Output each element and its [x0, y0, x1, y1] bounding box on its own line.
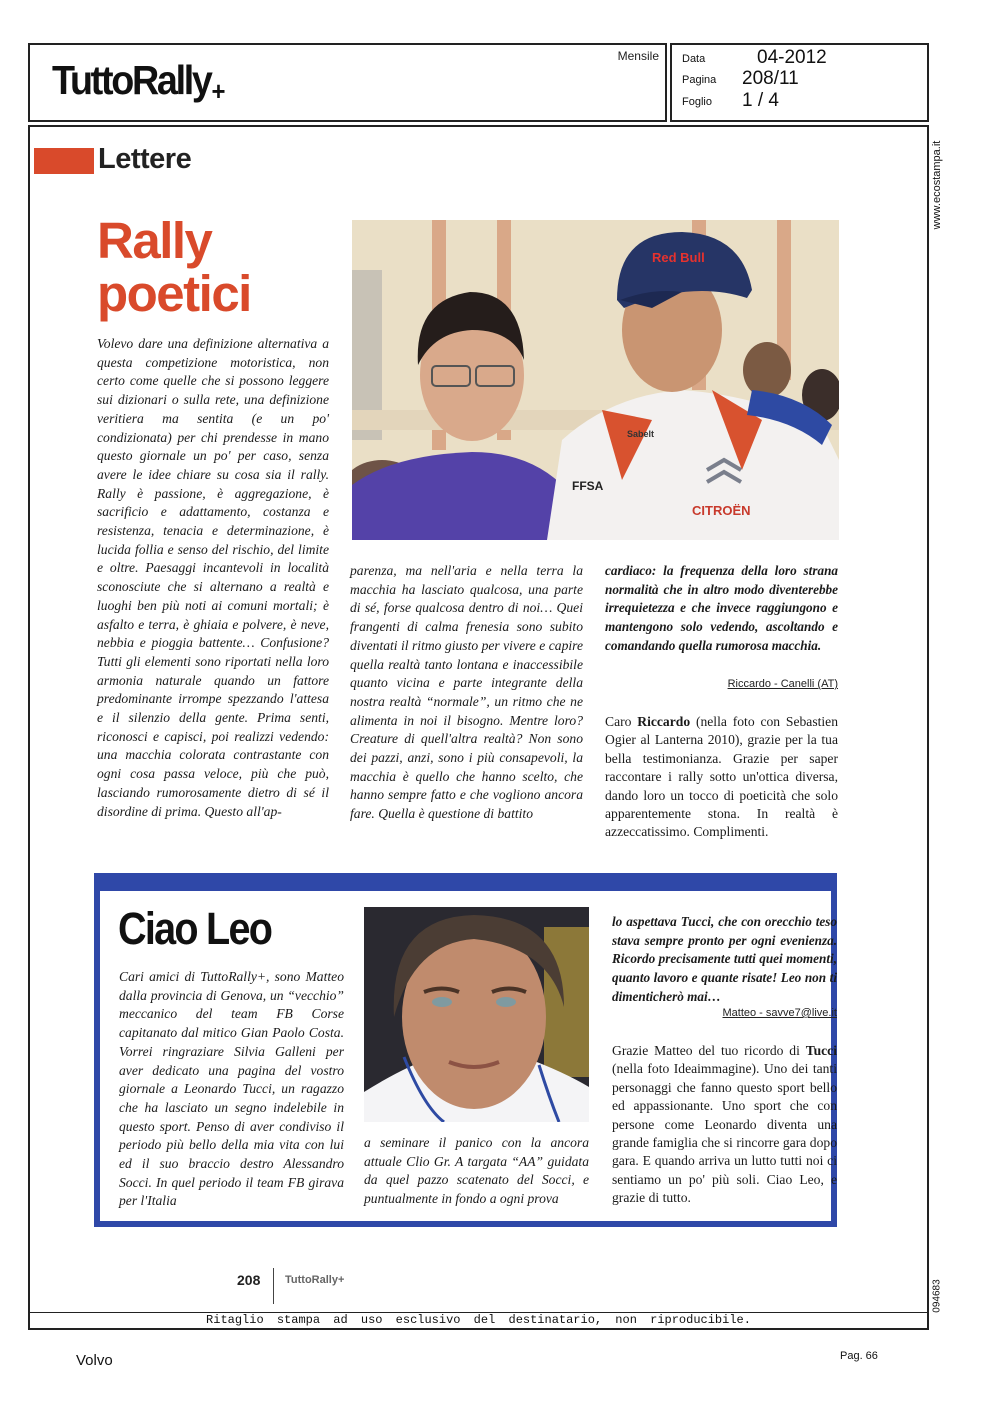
section-accent-bar: [34, 148, 94, 174]
photo-riccardo-ogier: [352, 220, 839, 540]
meta-date-label: Data: [682, 53, 706, 65]
reply-intro: Grazie Matteo del tuo ricordo di: [612, 1043, 806, 1058]
reply-name: Tucci: [805, 1043, 837, 1058]
article2-reply: [612, 1042, 837, 1208]
article1-signature: Riccardo - Canelli (AT): [727, 678, 838, 690]
article1-reply: [605, 713, 838, 842]
article1-column-2-text: parenza, ma nell'aria e nella terra la macchia ha lasciato qualcosa, una parte di sé, forse qualcosa dentro di noi… Quei frangenti di calma frenesia sono subito diventati il ritmo giusto per vivere e capire quella realtà tanto lontana e inaccessibile quanto vicina e parte integrante della nostra realtà “normale”, un ritmo che ne alimenta in noi il bisogno. Mentre loro? Creature di quell'altra realtà? Non sono dei pazzi, anzi, sono i più consapevoli, la macchia è quello che hanno scelto, che hanno sempre fatto e che vogliono ancora fare. Quella è questione di battito: [350, 563, 583, 822]
cap-logo: Red Bull: [652, 250, 705, 265]
client-name: Volvo: [76, 1352, 113, 1369]
issue-meta-box: [670, 43, 929, 122]
side-url: [930, 135, 944, 235]
patch-ffsa: FFSA: [572, 479, 604, 493]
footer-divider: [273, 1268, 274, 1304]
headline-line-2: poetici: [97, 265, 251, 322]
logo-plus: +: [211, 76, 224, 106]
article1-column-1: [97, 335, 329, 821]
article2-column-1: [119, 968, 344, 1211]
logo-text: TuttoRally: [52, 57, 211, 103]
meta-page-label: Pagina: [682, 74, 717, 86]
patch-sabelt: Sabelt: [627, 429, 655, 439]
reply-intro: Caro: [605, 714, 638, 729]
article2-column-3-text: lo aspettava Tucci, che con orecchio teso stava sempre pronto per ogni evenienza. Ricordo precisamente tutti quei momenti, quanto lavoro e quante risate! Leo non ti dimenticherò mai…: [612, 914, 837, 1004]
article2-signature: Matteo - savve7@live.it: [722, 1007, 837, 1019]
article2-column-2: [364, 1134, 589, 1209]
clipping-notice: Ritaglio stampa ad uso esclusivo del destinatario, non riproducibile.: [28, 1312, 929, 1330]
masthead-box: [28, 43, 667, 122]
article1-column-2: [350, 562, 583, 824]
article1-column-3-text: cardiaco: la frequenza della loro strana normalità che in altro modo diventerebbe irrequietezza e che invece raggiungono e mantengono solo vedendo, ascoltando e comandando quella rumorosa macchia.: [605, 563, 838, 653]
section-title: Lettere: [98, 143, 192, 175]
photo-illustration: [352, 220, 839, 540]
meta-sheet-label: Foglio: [682, 96, 712, 108]
press-review-page: Pag. 66: [840, 1350, 878, 1362]
suit-brand: CITROËN: [692, 503, 751, 518]
headline-line-1: Rally: [97, 212, 212, 269]
reply-name: Riccardo: [637, 714, 691, 729]
article1-column-1-text: Volevo dare una definizione alternativa a questa competizione motoristica, non certo come quelle che si possono leggere sui dizionari o sulla rete, una definizione veritiera ma sentita (e un po' condizionata) per chi prendesse in mano questo giornale un po' per caso, senza avere le idee chiare su cosa sia il rally. Rally è passione, è aggregazione, è sacrificio e adattamento, costanza e resistenza, tenacia e determinazione, è lucida follia e senso del rischio, del limite e oltre. Paesaggi incantevoli in località sconosciute che si alternano a realtà e luoghi ben più noti ai comuni mortali; è asfalto e terra, è ghiaia e polvere, è neve, nebbia e pioggia battente… Confusione? Tutti gli elementi sono riportati nella loro armonia naturale quando un fattore predominante irrompe spezzando l'attesa e il silenzio della gente. Prima senti, riconosci e capisci, poi realizzi vedendo: una macchia colorata contrastante con ogni cosa passa veloce, più che può, lasciando rumorosamente dietro di sé il disordine di prima. Questo all'ap-: [97, 336, 329, 819]
article2-column-1-text: Cari amici di TuttoRally+, sono Matteo dalla provincia di Genova, un “vecchio” meccanico del team FB Corse capitanato dal mitico Gian Paolo Costa. Vorrei ringraziare Silvia Galleni per aver dedicato una pagina del vostro giornale a Leonardo Tucci, un ragazzo che ha lasciato un segno indelebile in questo sport. Penso di aver condiviso il periodo più bello della mia vita con lui ed il suo braccio destro Alessandro Socci. In quel periodo il team FB girava per l'Italia: [119, 969, 344, 1209]
portrait-illustration: [364, 907, 589, 1122]
article1-column-3: [605, 562, 838, 656]
side-code-text: 094683: [931, 1279, 943, 1313]
side-code: [930, 1278, 944, 1314]
meta-date-value: 04-2012: [757, 47, 827, 68]
meta-sheet-value: 1 / 4: [742, 90, 779, 111]
footer-magazine-name: TuttoRally+: [285, 1274, 345, 1286]
article2-headline: Ciao Leo: [118, 903, 272, 954]
article2-column-2-text: a seminare il panico con la ancora attuale Clio Gr. A targata “AA” guidata da quel pazzo scatenato del Socci, e puntualmente in fondo a ogni prova: [364, 1135, 589, 1207]
photo-leonardo-tucci: [364, 907, 589, 1122]
reply-text: (nella foto Ideaimmagine). Uno dei tanti personaggi che fanno questo sport bello ed appassionante. Uno sport che con persone come Leonardo diventa una grande famiglia che si rincorre gara dopo gara. E quando arriva un lutto tutti noi ci sentiamo un po' più soli. Ciao Leo, e grazie di tutto.: [612, 1061, 837, 1206]
reply-text: (nella foto con Sebastien Ogier al Lanterna 2010), grazie per la tua bella testimonianza. Grazie per saper raccontare i rally sotto un'ottica diversa, dando loro un tocco di poeticità che solo apparentemente stona. In realtà è azzeccatissimo. Complimenti.: [605, 714, 838, 840]
article2-column-3: [612, 913, 837, 1007]
article1-headline: [97, 214, 251, 320]
tuttorally-logo: [52, 57, 223, 107]
frequency-label: Mensile: [617, 49, 659, 63]
side-url-text: www.ecostampa.it: [931, 140, 943, 230]
page-number: 208: [237, 1272, 261, 1288]
meta-page-value: 208/11: [742, 68, 799, 89]
